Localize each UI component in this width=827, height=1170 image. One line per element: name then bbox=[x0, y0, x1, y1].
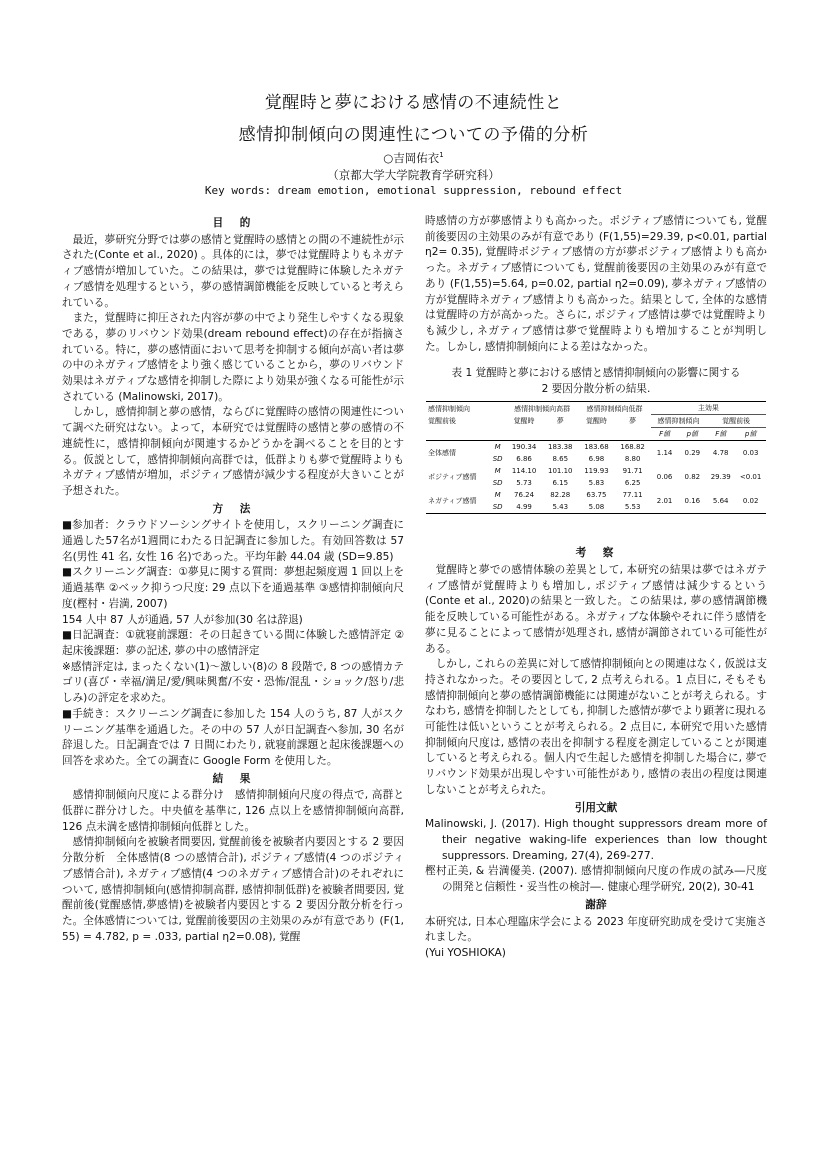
method-diary: ■日記調査：①就寝前課題：その日起きている間に体験した感情評定 ②起床後課題：夢の記述, 夢の中の感情評定 bbox=[62, 629, 404, 657]
cell: 4.99 bbox=[516, 503, 532, 512]
cell-p2: <0.01 bbox=[739, 473, 762, 482]
th-high: 感情抑制傾向高群 bbox=[514, 404, 571, 413]
sd-label: SD bbox=[492, 503, 503, 512]
author bbox=[0, 150, 827, 166]
cell-f2: 5.64 bbox=[712, 497, 729, 506]
results-table bbox=[426, 401, 766, 514]
th-main: 主効果 bbox=[651, 402, 766, 415]
sd-label: SD bbox=[492, 479, 503, 488]
m-label: M bbox=[494, 467, 501, 476]
th-dream-high: 夢 bbox=[556, 417, 564, 426]
th-low: 感情抑制傾向低群 bbox=[586, 404, 643, 413]
th-f2: F値 bbox=[715, 430, 727, 439]
cell-f1: 0.06 bbox=[656, 473, 673, 482]
purpose-paragraph-3: しかし，感情抑制と夢の感情，ならびに覚醒時の感情の関連性について調べた研究はない。よって，本研究では覚醒時の感情と夢の感情の不連続性に，感情抑制傾向が関連するかどうかを調べることを目的とする。仮説として，感情抑制傾向高群では，低群よりも夢で覚醒時よりもネガティブ感情が増加，ポジティブ感情が減少する程度が大きいことが予想された。 bbox=[62, 406, 404, 497]
row-name-total: 全体感情 bbox=[428, 449, 456, 458]
cell-f1: 2.01 bbox=[656, 497, 673, 506]
cell: 5.83 bbox=[588, 479, 605, 488]
cell: 63.75 bbox=[586, 491, 607, 500]
cell: 5.73 bbox=[516, 479, 532, 488]
cell: 8.65 bbox=[552, 455, 569, 464]
heading-discussion: 考 察 bbox=[575, 547, 617, 560]
cell: 5.53 bbox=[624, 503, 641, 512]
row-name-positive: ポジティブ感情 bbox=[428, 473, 477, 482]
affiliation: （京都大学大学院教育学研究科） bbox=[327, 168, 500, 182]
cell-p1: 0.16 bbox=[684, 497, 701, 506]
cell: 8.80 bbox=[624, 455, 641, 464]
keywords: Key words: dream emotion, emotional suppression, rebound effect bbox=[204, 184, 623, 197]
reference-2: 樫村正美, & 岩満優美. (2007). 感情抑制傾向尺度の作成の試み―尺度の開発と信頼性・妥当性の検討―. 健康心理学研究, 20(2), 30-41 bbox=[425, 865, 767, 894]
table-caption-line2: 2 要因分散分析の結果. bbox=[541, 383, 651, 396]
method-screening: ■スクリーニング調査：①夢見に関する質問：夢想起頻度週 1 回以上を通過基準 ②ベック抑うつ尺度: 29 点以下を通過基準 ③感情抑制傾向尺度(樫村・岩満, 2007) bbox=[62, 566, 404, 610]
cell-f1: 1.14 bbox=[656, 449, 673, 458]
author-name: ○吉岡佑衣 bbox=[383, 151, 440, 165]
th-main-prepost: 覚醒前後 bbox=[706, 415, 766, 428]
reference-1: Malinowski, J. (2017). High thought suppressors dream more of their negative waking-life experiences than low thought suppressors. Dreaming, 27(4), 269-277. bbox=[425, 818, 767, 862]
cell: 5.08 bbox=[588, 503, 605, 512]
cell: 6.98 bbox=[588, 455, 605, 464]
method-participants: ■参加者：クラウドソーシングサイトを使用し，スクリーニング調査に通過した57名が1週間にわたる日記調査に参加した。有効回答数は 57 名(男性 41 名, 女性 16 名)であった。平均年齢 44.04 歳 (SD=9.85) bbox=[62, 519, 404, 563]
acknowledgement-text: 本研究は, 日本心理臨床学会による 2023 年度研究助成を受けて実施されました。 bbox=[425, 915, 767, 944]
cell: 91.71 bbox=[622, 467, 643, 476]
method-procedure: ■手続き：スクリーニング調査に参加した 154 人のうち, 87 人がスクリーニング基準を通過した。その中の 57 人が日記調査へ参加, 30 名が辞退した。日記調査では 7 日間にわたり, 就寝前課題と起床後課題への回答を求めた。全ての調査に Google Form を使用した。 bbox=[62, 707, 404, 767]
th-wake-low: 覚醒時 bbox=[585, 417, 607, 426]
th-dream-low: 夢 bbox=[629, 417, 637, 426]
cell: 183.68 bbox=[584, 443, 609, 452]
cell-p2: 0.02 bbox=[742, 497, 759, 506]
heading-results: 結 果 bbox=[212, 772, 254, 785]
cell: 82.28 bbox=[550, 491, 571, 500]
sd-label: SD bbox=[492, 455, 503, 464]
cell: 101.10 bbox=[548, 467, 573, 476]
heading-purpose: 目 的 bbox=[212, 217, 254, 229]
cell-p2: 0.03 bbox=[742, 449, 759, 458]
paper-title-line2: 感情抑制傾向の関連性についての予備的分析 bbox=[238, 125, 589, 145]
results-paragraph-1: 感情抑制傾向尺度による群分け 感情抑制傾向尺度の得点で, 高群と低群に群分けした。中央値を基準に, 126 点以上を感情抑制傾向高群, 126 点未満を感情抑制傾向低群とした。 bbox=[62, 789, 404, 833]
author-signature: (Yui YOSHIOKA) bbox=[425, 946, 506, 959]
th-f1: F値 bbox=[659, 430, 671, 439]
row-name-negative: ネガティブ感情 bbox=[428, 497, 477, 506]
cell: 168.82 bbox=[620, 443, 645, 452]
m-label: M bbox=[494, 491, 501, 500]
cell: 114.10 bbox=[511, 467, 537, 476]
cell: 76.24 bbox=[514, 491, 535, 500]
left-column bbox=[62, 214, 404, 945]
th-wake-high: 覚醒時 bbox=[513, 417, 535, 426]
heading-acknowledgement: 謝辞 bbox=[585, 898, 607, 911]
right-column bbox=[425, 214, 767, 962]
table-caption-line1: 表 1 覚醒時と夢における感情と感情抑制傾向の影響に関する bbox=[451, 367, 741, 380]
heading-references: 引用文献 bbox=[574, 801, 618, 814]
cell-f2: 4.78 bbox=[712, 449, 729, 458]
cell: 183.38 bbox=[548, 443, 573, 452]
cell: 5.43 bbox=[552, 503, 569, 512]
cell: 6.25 bbox=[624, 479, 641, 488]
cell: 6.15 bbox=[552, 479, 569, 488]
cell: 190.34 bbox=[511, 443, 537, 452]
th-p2: p値 bbox=[744, 430, 757, 439]
m-label: M bbox=[494, 443, 501, 452]
cell: 119.93 bbox=[584, 467, 609, 476]
cell: 6.86 bbox=[516, 455, 532, 464]
cell-p1: 0.29 bbox=[684, 449, 701, 458]
paper-title-line1: 覚醒時と夢における感情の不連続性と bbox=[264, 93, 563, 113]
th-group: 感情抑制傾向 bbox=[428, 404, 470, 413]
th-prepost: 覚醒前後 bbox=[428, 417, 456, 426]
th-main-group: 感情抑制傾向 bbox=[651, 415, 707, 428]
cell-f2: 29.39 bbox=[710, 473, 731, 482]
cell: 77.11 bbox=[622, 491, 643, 500]
author-mark: 1 bbox=[439, 151, 444, 160]
results-continued: 時感情の方が夢感情よりも高かった。ポジティブ感情についても, 覚醒前後要因の主効果のみが有意であり (F(1,55)=29.39, p<0.01, partial η2= 0.35), 覚醒時ポジティブ感情の方が夢ポジティブ感情よりも高かった。ネガティブ感情についても, 覚醒前後要因の主効果のみが有意であり (F(1,55)=5.64, p=0.02, partial η2=0.09), 夢ネガティブ感情の方が覚醒時ネガティブ感情よりも高かった。結果として, 全体的な感情は覚醒時の方が高かった。さらに, ポジティブ感情は夢では覚醒時よりも減少し, ネガティブ感情は夢で覚醒時よりも増加することが判明した。しかし, 感情抑制傾向による差はなかった。 bbox=[425, 215, 767, 353]
table-caption bbox=[425, 365, 767, 397]
discussion-paragraph-2: しかし, これらの差異に対して感情抑制傾向との関連はなく, 仮説は支持されなかった。その要因として, 2 点考えられる。1 点目に, そもそも感情抑制傾向と夢の感情調節機能には関連がないことが考えられる。すなわち, 感情を抑制したとしても, 抑制した感情が夢でより顕著に現れる可能性は低いということが考えられる。2 点目に, 本研究で用いた感情抑制傾向尺度は, 感情の表出を抑制する程度を測定していることが関連していると考えられる。個人内で生起した感情を抑制した場合に, 夢でリバウンド効果が出現しやすい可能性があり, 感情の表出の程度は関連しないことが考えられた。 bbox=[425, 658, 767, 796]
cell-p1: 0.82 bbox=[684, 473, 701, 482]
purpose-paragraph-1: 最近，夢研究分野では夢の感情と覚醒時の感情との間の不連続性が示された(Conte et al., 2020) 。具体的には，夢では覚醒時よりもネガティブ感情が増加していた。この結果は，夢では覚醒時に体験したネガティブ感情を処理するという，夢の感情調節機能を反映していると考えられている。 bbox=[62, 233, 404, 309]
method-rating-note: ※感情評定は, まったくない(1)～激しい(8)の 8 段階で, 8 つの感情カテゴリ(喜び・幸福/満足/愛/興味興奮/不安・恐怖/混乱・ショック/怒り/悲しみ)の評定を求めた。 bbox=[62, 660, 404, 705]
discussion-paragraph-1: 覚醒時と夢での感情体験の差異として, 本研究の結果は夢ではネガティブ感情が覚醒時よりも増加し, ポジティブ感情は減少するという (Conte et al., 2020)の結果と一致した。この結果は, 夢の感情調節機能を反映している可能性がある。ネガティブな体験やそれに伴う感情を夢に見ることによって感情が処理され, 感情が調節されている可能性がある。 bbox=[425, 564, 767, 655]
purpose-paragraph-2: また，覚醒時に抑圧された内容が夢の中でより発生しやすくなる現象である，夢のリバウンド効果(dream rebound effect)の存在が指摘されている。特に，夢の感情面において思考を抑制する傾向が高い者は夢の中のネガティブ感情をより強く感じていることから，夢のリバウンド効果はネガティブな感情を抑制した際により効果が強くなる可能性が示されている (Malinowski, 2017)。 bbox=[62, 312, 404, 403]
results-paragraph-2: 感情抑制傾向を被験者間要因, 覚醒前後を被験者内要因とする 2 要因分散分析 全体感情(8 つの感情合計), ポジティブ感情(4 つのポジティブ感情合計), ネガティブ感情(4 つのネガティブ感情合計)のそれぞれについて, 感情抑制傾向(感情抑制高群, 感情抑制低群)を被験者間要因, 覚醒前後(覚醒感情,夢感情)を被験者内要因とする 2 要因分散分析を行った。全体感情については, 覚醒前後要因の主効果のみが有意であり (F(1, 55) = 4.782, p = .033, partial η2=0.08), 覚醒 bbox=[62, 836, 404, 943]
method-screening-count: 154 人中 87 人が通過, 57 人が参加(30 名は辞退) bbox=[62, 613, 303, 626]
th-p1: p値 bbox=[686, 430, 699, 439]
heading-method: 方 法 bbox=[212, 502, 254, 515]
